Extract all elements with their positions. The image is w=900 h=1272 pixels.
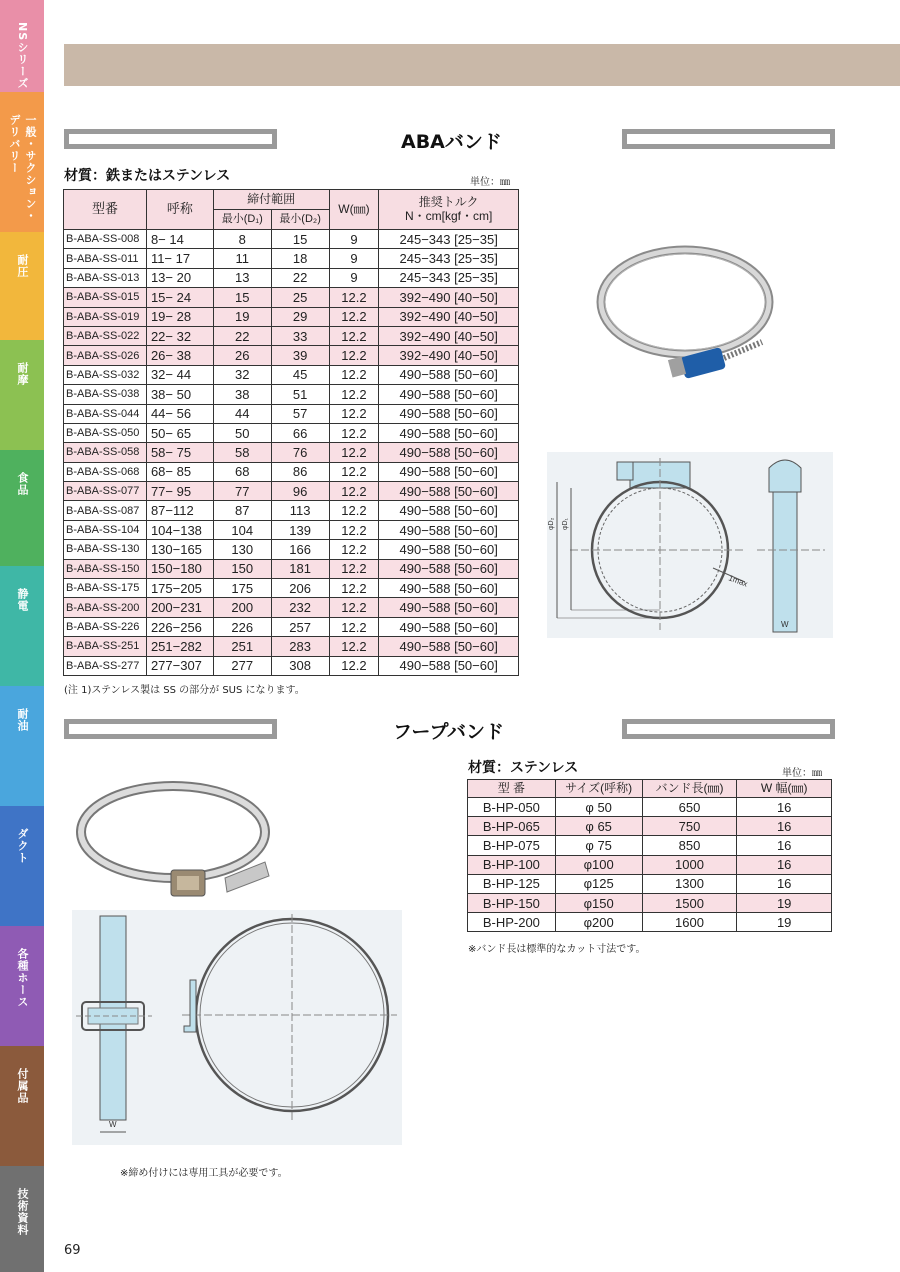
table-cell: 32: [213, 365, 271, 384]
table-cell: 9: [329, 230, 379, 249]
table-cell: 650: [642, 798, 737, 817]
header-w: W(㎜): [329, 190, 379, 230]
table-cell: 18: [271, 249, 329, 268]
table-cell: 11: [213, 249, 271, 268]
table-row: [64, 598, 519, 617]
table-cell: 12.2: [329, 501, 379, 520]
table-cell: 76: [271, 443, 329, 462]
table-cell: 277−307: [146, 656, 213, 675]
table-cell: 392−490 [40−50]: [379, 307, 519, 326]
section-rule-left-2: [64, 719, 277, 739]
table-cell: B-ABA-SS-104: [64, 520, 147, 539]
hoop-tool-note: ※締め付けには専用工具が必要です。: [120, 1168, 288, 1179]
table-cell: B-ABA-SS-068: [64, 462, 147, 481]
table-cell: B-ABA-SS-019: [64, 307, 147, 326]
header-min: 最小(D₁): [213, 210, 271, 230]
table-row: [64, 404, 519, 423]
side-tab-label: 耐圧: [16, 254, 29, 278]
side-tab-7[interactable]: [0, 686, 44, 806]
table-cell: 15: [213, 288, 271, 307]
table-cell: B-ABA-SS-038: [64, 385, 147, 404]
table-cell: 12.2: [329, 404, 379, 423]
table-cell: B-ABA-SS-130: [64, 540, 147, 559]
table-cell: 58− 75: [146, 443, 213, 462]
aba-band-photo: [590, 240, 780, 390]
table-cell: 15: [271, 230, 329, 249]
table-cell: B-ABA-SS-058: [64, 443, 147, 462]
table-cell: B-ABA-SS-032: [64, 365, 147, 384]
table-cell: B-HP-065: [468, 817, 556, 836]
table-cell: 58: [213, 443, 271, 462]
diagram-label-d2: φD₂: [548, 517, 555, 530]
table-cell: 51: [271, 385, 329, 404]
table-cell: φ150: [555, 893, 642, 912]
side-tab-label: 耐油: [16, 708, 29, 732]
table-cell: 257: [271, 617, 329, 636]
table-cell: 490−588 [50−60]: [379, 579, 519, 598]
hoop-footnote: ※バンド長は標準的なカット寸法です。: [468, 944, 646, 955]
table-cell: 104−138: [146, 520, 213, 539]
side-tab-label: 一般・サクション・デリバリー: [8, 114, 37, 222]
table-cell: 12.2: [329, 346, 379, 365]
table-row: [64, 540, 519, 559]
table-cell: 19− 28: [146, 307, 213, 326]
table-cell: 104: [213, 520, 271, 539]
table-cell: 12.2: [329, 579, 379, 598]
table-row: [64, 617, 519, 636]
side-tab-2[interactable]: [0, 92, 44, 232]
table-cell: B-HP-050: [468, 798, 556, 817]
table-cell: 490−588 [50−60]: [379, 637, 519, 656]
table-row: [64, 326, 519, 345]
table-cell: B-HP-150: [468, 893, 556, 912]
table-cell: φ100: [555, 855, 642, 874]
section-rule-left: [64, 129, 277, 149]
table-cell: 44− 56: [146, 404, 213, 423]
aba-spec-table: [63, 189, 519, 676]
header-band: [64, 44, 900, 86]
table-row: [468, 798, 832, 817]
table-cell: 22: [271, 268, 329, 287]
hoop-section-title: フープバンド: [393, 721, 504, 743]
table-cell: 490−588 [50−60]: [379, 462, 519, 481]
side-tab-label: ダクト: [16, 828, 29, 864]
side-tab-6[interactable]: [0, 566, 44, 686]
header-torque-unit: N・cm[kgf・cm]: [405, 208, 493, 223]
table-cell: 113: [271, 501, 329, 520]
table-cell: 13− 20: [146, 268, 213, 287]
table-cell: 245−343 [25−35]: [379, 249, 519, 268]
diagram-label-d1: φD₁: [562, 518, 569, 530]
table-cell: 1500: [642, 893, 737, 912]
table-cell: 77: [213, 482, 271, 501]
table-cell: B-ABA-SS-026: [64, 346, 147, 365]
table-cell: 29: [271, 307, 329, 326]
side-tab-label: 付属品: [16, 1068, 29, 1104]
side-tab-3[interactable]: [0, 232, 44, 340]
table-cell: 25: [271, 288, 329, 307]
aba-material-label: 材質：鉄またはステンレス: [64, 168, 231, 184]
table-cell: B-ABA-SS-200: [64, 598, 147, 617]
table-cell: 19: [213, 307, 271, 326]
side-tab-11[interactable]: [0, 1166, 44, 1272]
aba-unit-label: 単位：㎜: [470, 177, 510, 188]
table-cell: 12.2: [329, 288, 379, 307]
table-cell: 50: [213, 423, 271, 442]
table-cell: 77− 95: [146, 482, 213, 501]
table-cell: 150−180: [146, 559, 213, 578]
table-row: [64, 501, 519, 520]
table-cell: B-ABA-SS-013: [64, 268, 147, 287]
side-tab-9[interactable]: [0, 926, 44, 1046]
table-cell: 39: [271, 346, 329, 365]
table-cell: 33: [271, 326, 329, 345]
side-tab-bar: [0, 0, 44, 1272]
table-cell: 850: [642, 836, 737, 855]
table-cell: 12.2: [329, 520, 379, 539]
table-cell: B-ABA-SS-022: [64, 326, 147, 345]
table-row: [468, 913, 832, 932]
table-cell: 8− 14: [146, 230, 213, 249]
table-row: [64, 462, 519, 481]
hoop-material-label: 材質：ステンレス: [468, 760, 579, 776]
table-cell: B-ABA-SS-011: [64, 249, 147, 268]
table-row: [64, 365, 519, 384]
table-cell: B-HP-125: [468, 874, 556, 893]
side-tab-label: 静電: [16, 588, 29, 612]
side-tab-8[interactable]: [0, 806, 44, 926]
table-row: [64, 268, 519, 287]
table-cell: 12.2: [329, 598, 379, 617]
table-cell: B-ABA-SS-077: [64, 482, 147, 501]
table-cell: 12.2: [329, 365, 379, 384]
table-cell: 9: [329, 249, 379, 268]
table-cell: B-HP-200: [468, 913, 556, 932]
table-cell: 200: [213, 598, 271, 617]
table-cell: 226: [213, 617, 271, 636]
header-torque: [379, 190, 519, 230]
table-row: [64, 482, 519, 501]
table-row: [64, 637, 519, 656]
table-cell: 16: [737, 798, 832, 817]
table-cell: 38: [213, 385, 271, 404]
table-cell: φ200: [555, 913, 642, 932]
table-cell: 245−343 [25−35]: [379, 230, 519, 249]
table-cell: B-ABA-SS-044: [64, 404, 147, 423]
diagram-label-w: W: [781, 620, 789, 629]
header-torque-title: 推奨トルク: [418, 194, 479, 209]
table-cell: 68− 85: [146, 462, 213, 481]
table-cell: 200−231: [146, 598, 213, 617]
table-row: [64, 249, 519, 268]
table-cell: B-ABA-SS-050: [64, 423, 147, 442]
table-cell: 26− 38: [146, 346, 213, 365]
side-tab-1[interactable]: [0, 0, 44, 92]
table-row: [64, 423, 519, 442]
table-cell: 490−588 [50−60]: [379, 520, 519, 539]
table-cell: 87−112: [146, 501, 213, 520]
table-cell: 490−588 [50−60]: [379, 559, 519, 578]
header-max: 最小(D₂): [271, 210, 329, 230]
table-cell: B-ABA-SS-008: [64, 230, 147, 249]
table-cell: B-HP-075: [468, 836, 556, 855]
hoop-header-length: バンド長(㎜): [642, 780, 737, 798]
table-row: [64, 520, 519, 539]
table-cell: 12.2: [329, 559, 379, 578]
table-cell: 206: [271, 579, 329, 598]
table-cell: 44: [213, 404, 271, 423]
table-cell: 490−588 [50−60]: [379, 423, 519, 442]
table-cell: 750: [642, 817, 737, 836]
table-cell: 26: [213, 346, 271, 365]
table-cell: 9: [329, 268, 379, 287]
table-cell: 11− 17: [146, 249, 213, 268]
table-row: [64, 385, 519, 404]
header-model: 型番: [64, 190, 147, 230]
table-cell: 19: [737, 893, 832, 912]
table-row: [64, 307, 519, 326]
diagram-label-max: 1max: [727, 573, 749, 589]
section-rule-right: [622, 129, 835, 149]
table-cell: 392−490 [40−50]: [379, 288, 519, 307]
table-cell: 139: [271, 520, 329, 539]
table-row: [468, 817, 832, 836]
table-cell: 12.2: [329, 617, 379, 636]
table-cell: 490−588 [50−60]: [379, 385, 519, 404]
hoop-spec-table: [467, 779, 832, 932]
table-cell: 66: [271, 423, 329, 442]
table-cell: 490−588 [50−60]: [379, 598, 519, 617]
table-cell: 232: [271, 598, 329, 617]
table-cell: 12.2: [329, 423, 379, 442]
table-cell: 283: [271, 637, 329, 656]
aba-technical-drawing: [545, 450, 835, 640]
aba-section-title: ABAバンド: [401, 131, 502, 153]
table-cell: 16: [737, 817, 832, 836]
table-cell: 16: [737, 855, 832, 874]
table-cell: 68: [213, 462, 271, 481]
table-cell: 490−588 [50−60]: [379, 443, 519, 462]
table-cell: 87: [213, 501, 271, 520]
table-cell: 13: [213, 268, 271, 287]
page-number: 69: [64, 1243, 81, 1258]
header-range: 締付範囲: [213, 190, 329, 210]
table-cell: 12.2: [329, 443, 379, 462]
table-cell: B-ABA-SS-087: [64, 501, 147, 520]
table-row: [468, 893, 832, 912]
table-cell: 490−588 [50−60]: [379, 540, 519, 559]
table-cell: 392−490 [40−50]: [379, 326, 519, 345]
table-cell: 50− 65: [146, 423, 213, 442]
hoop-header-model: 型 番: [468, 780, 556, 798]
section-rule-right-2: [622, 719, 835, 739]
table-cell: 1300: [642, 874, 737, 893]
table-cell: 308: [271, 656, 329, 675]
table-cell: 277: [213, 656, 271, 675]
side-tab-5[interactable]: [0, 450, 44, 566]
hoop-header-w: W 幅(㎜): [737, 780, 832, 798]
table-cell: 12.2: [329, 482, 379, 501]
table-cell: φ 75: [555, 836, 642, 855]
aba-footnote: (注 1)ステンレス製は SS の部分が SUS になります。: [64, 685, 305, 696]
table-cell: B-ABA-SS-150: [64, 559, 147, 578]
table-cell: B-ABA-SS-251: [64, 637, 147, 656]
side-tab-label: 耐摩: [16, 362, 29, 386]
table-cell: 175: [213, 579, 271, 598]
table-cell: 490−588 [50−60]: [379, 617, 519, 636]
table-cell: 490−588 [50−60]: [379, 501, 519, 520]
table-row: [64, 559, 519, 578]
side-tab-label: NSシリーズ: [16, 22, 29, 90]
table-cell: 12.2: [329, 462, 379, 481]
table-cell: 12.2: [329, 637, 379, 656]
table-cell: φ 50: [555, 798, 642, 817]
table-cell: 45: [271, 365, 329, 384]
table-cell: 12.2: [329, 540, 379, 559]
table-row: [64, 288, 519, 307]
header-nominal: 呼称: [146, 190, 213, 230]
table-cell: 12.2: [329, 656, 379, 675]
table-cell: 96: [271, 482, 329, 501]
table-cell: B-ABA-SS-226: [64, 617, 147, 636]
table-cell: 86: [271, 462, 329, 481]
table-cell: 12.2: [329, 385, 379, 404]
hoop-unit-label: 単位：㎜: [782, 768, 822, 779]
table-cell: 490−588 [50−60]: [379, 404, 519, 423]
table-cell: B-ABA-SS-015: [64, 288, 147, 307]
table-cell: 19: [737, 913, 832, 932]
hoop-band-photo: [75, 770, 275, 920]
table-cell: 1000: [642, 855, 737, 874]
table-cell: 130−165: [146, 540, 213, 559]
hoop-diagram-label-w: W: [109, 1120, 117, 1129]
table-cell: 181: [271, 559, 329, 578]
table-cell: 245−343 [25−35]: [379, 268, 519, 287]
side-tab-4[interactable]: [0, 340, 44, 450]
table-cell: 150: [213, 559, 271, 578]
side-tab-label: 食品: [16, 472, 29, 496]
table-cell: 12.2: [329, 307, 379, 326]
table-cell: 57: [271, 404, 329, 423]
table-row: [64, 656, 519, 675]
table-cell: 490−588 [50−60]: [379, 482, 519, 501]
table-cell: 22− 32: [146, 326, 213, 345]
side-tab-10[interactable]: [0, 1046, 44, 1166]
side-tab-label: 技術資料: [16, 1188, 29, 1236]
table-cell: 490−588 [50−60]: [379, 365, 519, 384]
table-cell: 251−282: [146, 637, 213, 656]
table-row: [64, 579, 519, 598]
table-cell: 38− 50: [146, 385, 213, 404]
table-row: [468, 836, 832, 855]
hoop-header-size: サイズ(呼称): [555, 780, 642, 798]
table-row: [468, 855, 832, 874]
table-cell: 15− 24: [146, 288, 213, 307]
table-cell: φ125: [555, 874, 642, 893]
table-cell: 16: [737, 836, 832, 855]
table-cell: B-HP-100: [468, 855, 556, 874]
table-cell: 22: [213, 326, 271, 345]
side-tab-label: 各種ホース: [16, 948, 29, 1008]
table-cell: 1600: [642, 913, 737, 932]
table-cell: φ 65: [555, 817, 642, 836]
table-cell: 166: [271, 540, 329, 559]
table-cell: 251: [213, 637, 271, 656]
table-cell: 490−588 [50−60]: [379, 656, 519, 675]
table-cell: 16: [737, 874, 832, 893]
table-cell: 8: [213, 230, 271, 249]
hoop-technical-drawing: [72, 910, 402, 1145]
table-cell: 392−490 [40−50]: [379, 346, 519, 365]
table-cell: 130: [213, 540, 271, 559]
table-cell: 226−256: [146, 617, 213, 636]
table-cell: 12.2: [329, 326, 379, 345]
table-row: [64, 346, 519, 365]
table-row: [468, 874, 832, 893]
table-row: [64, 443, 519, 462]
table-cell: 32− 44: [146, 365, 213, 384]
table-row: [64, 230, 519, 249]
table-cell: 175−205: [146, 579, 213, 598]
table-cell: B-ABA-SS-175: [64, 579, 147, 598]
table-cell: B-ABA-SS-277: [64, 656, 147, 675]
